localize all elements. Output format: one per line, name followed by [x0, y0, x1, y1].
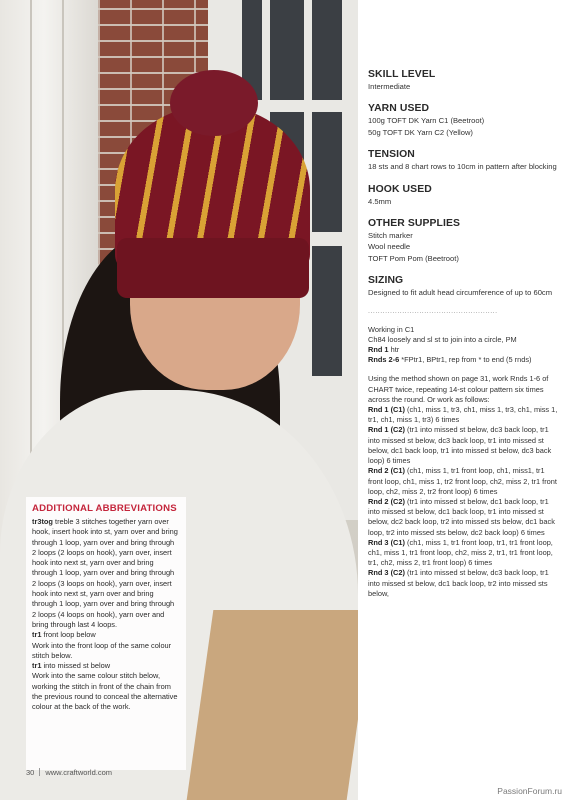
website-link[interactable]: www.craftworld.com — [45, 768, 113, 777]
hook-value: 4.5mm — [368, 196, 392, 206]
yarn-heading: YARN USED — [368, 103, 430, 115]
yarn-line: 50g TOFT DK Yarn C2 (Yellow) — [368, 127, 473, 137]
yarn-line: 100g TOFT DK Yarn C1 (Beetroot) — [368, 116, 485, 126]
pattern-column — [368, 68, 558, 608]
skill-heading: SKILL LEVEL — [368, 69, 436, 80]
abbreviations-title: ADDITIONAL ABBREVIATIONS — [32, 503, 177, 514]
abbreviation-item: tr3tog treble 3 stitches together yarn over hook, insert hook into st, yarn over and bring through 1 loop, yarn over and bring through 2 loops (2 loops on hook), yarn over, insert hook into next st, yarn over and bring through 1 loop, yarn over and bring through 2 loops (3 loops on hook), yarn over, insert hook into next st, yarn over and bring through 1 loop, yarn over and bring through 2 loops (4 loops on hook), yarn over and bring through last 4 loops. — [32, 517, 178, 629]
hat-brim — [117, 238, 309, 298]
abbreviation-item: Work into the same colour stitch below, working the stitch in front of the chain from the previous round to conceal the alternative colour at the back of the work. — [32, 671, 178, 712]
supply-item: TOFT Pom Pom (Beetroot) — [368, 253, 459, 263]
pom-pom — [170, 70, 258, 136]
supply-item: Stitch marker — [368, 231, 413, 241]
sizing-value: Designed to fit adult head circumference of up to 60cm — [368, 288, 553, 298]
sizing-heading: SIZING — [368, 275, 404, 287]
pattern-rounds: Using the method shown on page 31, work Rnds 1-6 of CHART twice, repeating 14-st colour pattern six times across the round. Or work as follows: Rnd 1 (C1) (ch1, miss 1, tr3, ch1, miss 1, tr3, ch1, miss 1, tr1, ch1, miss 1, tr3) 6 times Rnd 1 (C2) (tr1 into missed st below, dc3 back loop, tr1 into missed st below, dc3 back loop, tr1 into missed st below, dc1 back loop, tr1 into missed st below, dc3 back loop) 6 times Rnd 2 (C1) (ch1, miss 1, tr1 front loop, ch1, miss1, tr1 front loop, ch1, miss 1, tr2 front loop, ch2, miss 2, tr1 front loop, ch2, miss 2, tr2 front loop) 6 times Rnd 2 (C2) (tr1 into missed st below, dc1 back loop, tr1 into missed st below, dc1 back loop, tr1 into missed st below, dc2 back loop, tr2 into missed sts below, dc1 back loop, tr2 into missed sts below, dc2 back loop) 6 times Rnd 3 (C1) (ch1, miss 1, tr1 front loop, tr1, tr1 front loop, ch1, miss 1, tr1 front loop, ch2, miss 2, tr1, tr1 front loop, tr1, ch2, miss 2, tr1 front loop) 6 times Rnd 3 (C2) (tr1 into missed st below, dc3 back loop, tr1 into missed st below, dc1 back loop, tr2 into missed sts below, — [368, 374, 558, 598]
method-text: Using the method shown on page 31, work Rnds 1-6 of CHART twice, repeating 14-st colour pattern six times across the round. Or work as follows: — [368, 374, 549, 404]
watermark: PassionForum.ru — [497, 786, 562, 796]
tension-value: 18 sts and 8 chart rows to 10cm in pattern after blocking — [368, 162, 557, 172]
abbreviation-item: Work into the front loop of the same colour stitch below. — [32, 640, 172, 660]
gift-box — [187, 610, 358, 800]
supplies-heading: OTHER SUPPLIES — [368, 218, 461, 230]
page-number: 30 — [26, 768, 35, 777]
tension-heading: TENSION — [368, 149, 415, 161]
hook-heading: HOOK USED — [368, 183, 432, 195]
abbreviation-item: tr1 into missed st below — [32, 661, 111, 671]
additional-abbreviations-box — [26, 497, 186, 770]
supply-item: Wool needle — [368, 242, 411, 252]
pattern-intro: Working in C1 Ch84 loosely and sl st to join into a circle, PM Rnd 1 htr Rnds 2-6 *FPtr1, BPtr1, rep from * to end (5 rnds) — [368, 324, 532, 365]
abbreviation-item: tr1 front loop below — [32, 630, 96, 640]
skill-value: Intermediate — [368, 82, 411, 91]
divider: ..................................................... — [368, 307, 498, 315]
page-footer — [26, 768, 112, 777]
